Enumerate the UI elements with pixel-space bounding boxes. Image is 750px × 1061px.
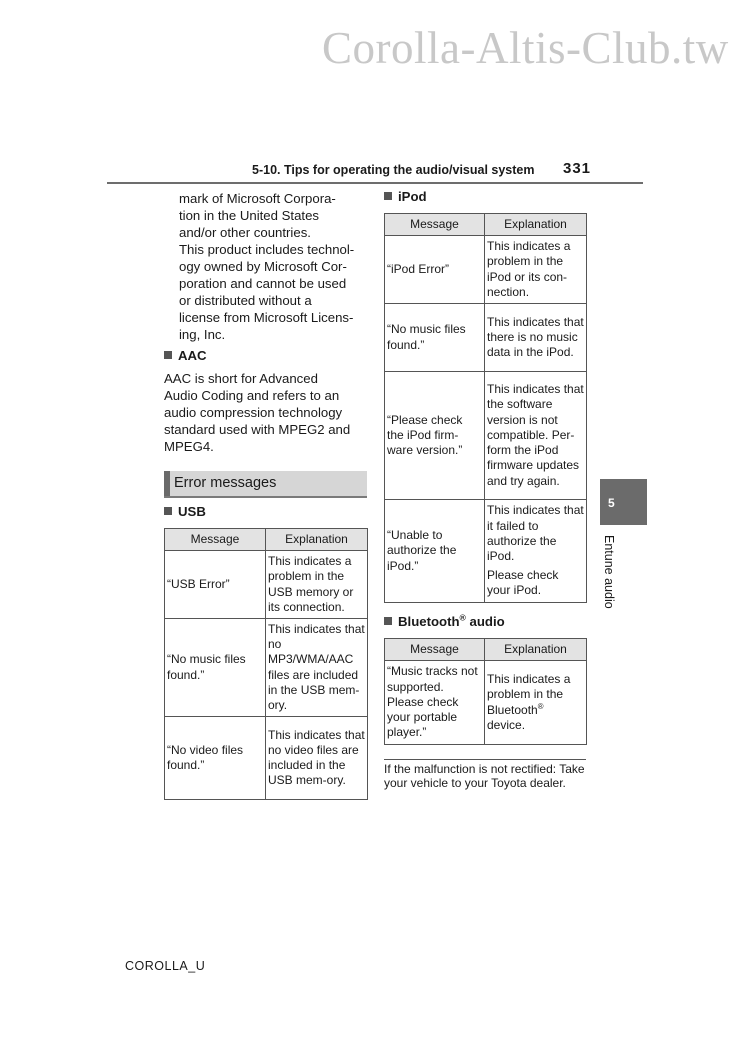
- intro-line: license from Microsoft Licens-: [179, 310, 354, 325]
- explanation-cell: This indicates that there is no music data in the iPod.: [485, 304, 587, 372]
- explanation-text: This indicates that it failed to authorize the iPod.: [487, 503, 584, 563]
- aac-line: standard used with MPEG2 and: [164, 422, 351, 437]
- table-header-row: [385, 214, 587, 236]
- message-cell: “Unable to authorize the iPod.”: [385, 500, 485, 603]
- table-row: [385, 500, 587, 603]
- footnote-divider: [384, 759, 586, 760]
- table-row: [385, 372, 587, 500]
- message-cell: “Music tracks not supported. Please check your portable player.”: [385, 661, 485, 745]
- square-bullet-icon: [384, 617, 392, 625]
- explanation-text: device.: [487, 702, 547, 732]
- ipod-error-table: [384, 213, 587, 603]
- bluetooth-heading: [384, 614, 505, 629]
- table-row: [385, 661, 587, 745]
- error-messages-title: Error messages: [174, 475, 277, 491]
- usb-heading-text: USB: [178, 504, 206, 519]
- chapter-number: 5: [608, 496, 615, 510]
- aac-heading: [164, 348, 207, 363]
- intro-line: tion in the United States: [179, 208, 320, 223]
- explanation-cell: This indicates a problem in the iPod or its con-nection.: [485, 236, 587, 304]
- intro-line: and/or other countries.: [179, 225, 311, 240]
- message-cell: “iPod Error”: [385, 236, 485, 304]
- column-header-message: Message: [385, 639, 485, 661]
- table-header-row: [385, 639, 587, 661]
- square-bullet-icon: [384, 192, 392, 200]
- message-cell: “No music files found.”: [165, 619, 266, 717]
- intro-line: or distributed without a: [179, 293, 312, 308]
- explanation-cell: This indicates that the software version is not compatible. Per-form the iPod firmware updates and try again.: [485, 372, 587, 500]
- intro-line: ing, Inc.: [179, 327, 226, 342]
- page-number: 331: [563, 160, 592, 177]
- chapter-tab: [600, 479, 647, 525]
- message-cell: “USB Error”: [165, 551, 266, 619]
- column-header-message: Message: [165, 529, 266, 551]
- explanation-cell: This indicates a problem in the USB memory or its connection.: [266, 551, 368, 619]
- table-row: [165, 551, 368, 619]
- aac-heading-text: AAC: [178, 348, 207, 363]
- intro-line: ogy owned by Microsoft Cor-: [179, 259, 347, 274]
- intro-line: poration and cannot be used: [179, 276, 347, 291]
- bluetooth-error-table: [384, 638, 587, 745]
- aac-line: audio compression technology: [164, 405, 343, 420]
- explanation-cell: [485, 500, 587, 603]
- column-header-message: Message: [385, 214, 485, 236]
- square-bullet-icon: [164, 351, 172, 359]
- footnote: If the malfunction is not rectified: Take your vehicle to your Toyota dealer.: [384, 762, 585, 790]
- intro-line: mark of Microsoft Corpora-: [179, 191, 336, 206]
- ipod-heading: [384, 189, 427, 204]
- table-row: [385, 236, 587, 304]
- registered-mark: ®: [537, 701, 544, 711]
- heading-accent-bar: [164, 471, 170, 496]
- section-title: 5-10. Tips for operating the audio/visual system: [252, 163, 535, 177]
- error-messages-heading: [164, 471, 367, 498]
- bluetooth-heading-suffix: audio: [465, 614, 505, 629]
- message-cell: “No video files found.”: [165, 717, 266, 800]
- usb-error-table: [164, 528, 368, 800]
- explanation-text: Please check your iPod.: [487, 568, 559, 598]
- column-header-explanation: Explanation: [485, 214, 587, 236]
- explanation-cell: This indicates that no video files are included in the USB mem-ory.: [266, 717, 368, 800]
- column-header-explanation: Explanation: [266, 529, 368, 551]
- chapter-label: Entune audio: [602, 535, 616, 609]
- table-row: [165, 619, 368, 717]
- table-row: [165, 717, 368, 800]
- intro-line: This product includes technol-: [179, 242, 355, 257]
- table-header-row: [165, 529, 368, 551]
- square-bullet-icon: [164, 507, 172, 515]
- message-cell: “Please check the iPod firm-ware version.”: [385, 372, 485, 500]
- message-cell: “No music files found.”: [385, 304, 485, 372]
- explanation-cell: This indicates that no MP3/WMA/AAC files are included in the USB mem-ory.: [266, 619, 368, 717]
- registered-mark: ®: [459, 612, 466, 623]
- ipod-heading-text: iPod: [398, 189, 427, 204]
- watermark: Corolla-Altis-Club.tw: [322, 23, 729, 73]
- aac-line: MPEG4.: [164, 439, 214, 454]
- header-divider: [107, 182, 643, 184]
- explanation-text: This indicates a problem in the Bluetooth: [487, 672, 571, 717]
- table-row: [385, 304, 587, 372]
- column-header-explanation: Explanation: [485, 639, 587, 661]
- aac-line: AAC is short for Advanced: [164, 371, 318, 386]
- explanation-cell: [485, 661, 587, 745]
- footer-code: COROLLA_U: [125, 959, 206, 973]
- usb-heading: [164, 504, 206, 519]
- bluetooth-heading-text: Bluetooth: [398, 614, 460, 629]
- aac-line: Audio Coding and refers to an: [164, 388, 340, 403]
